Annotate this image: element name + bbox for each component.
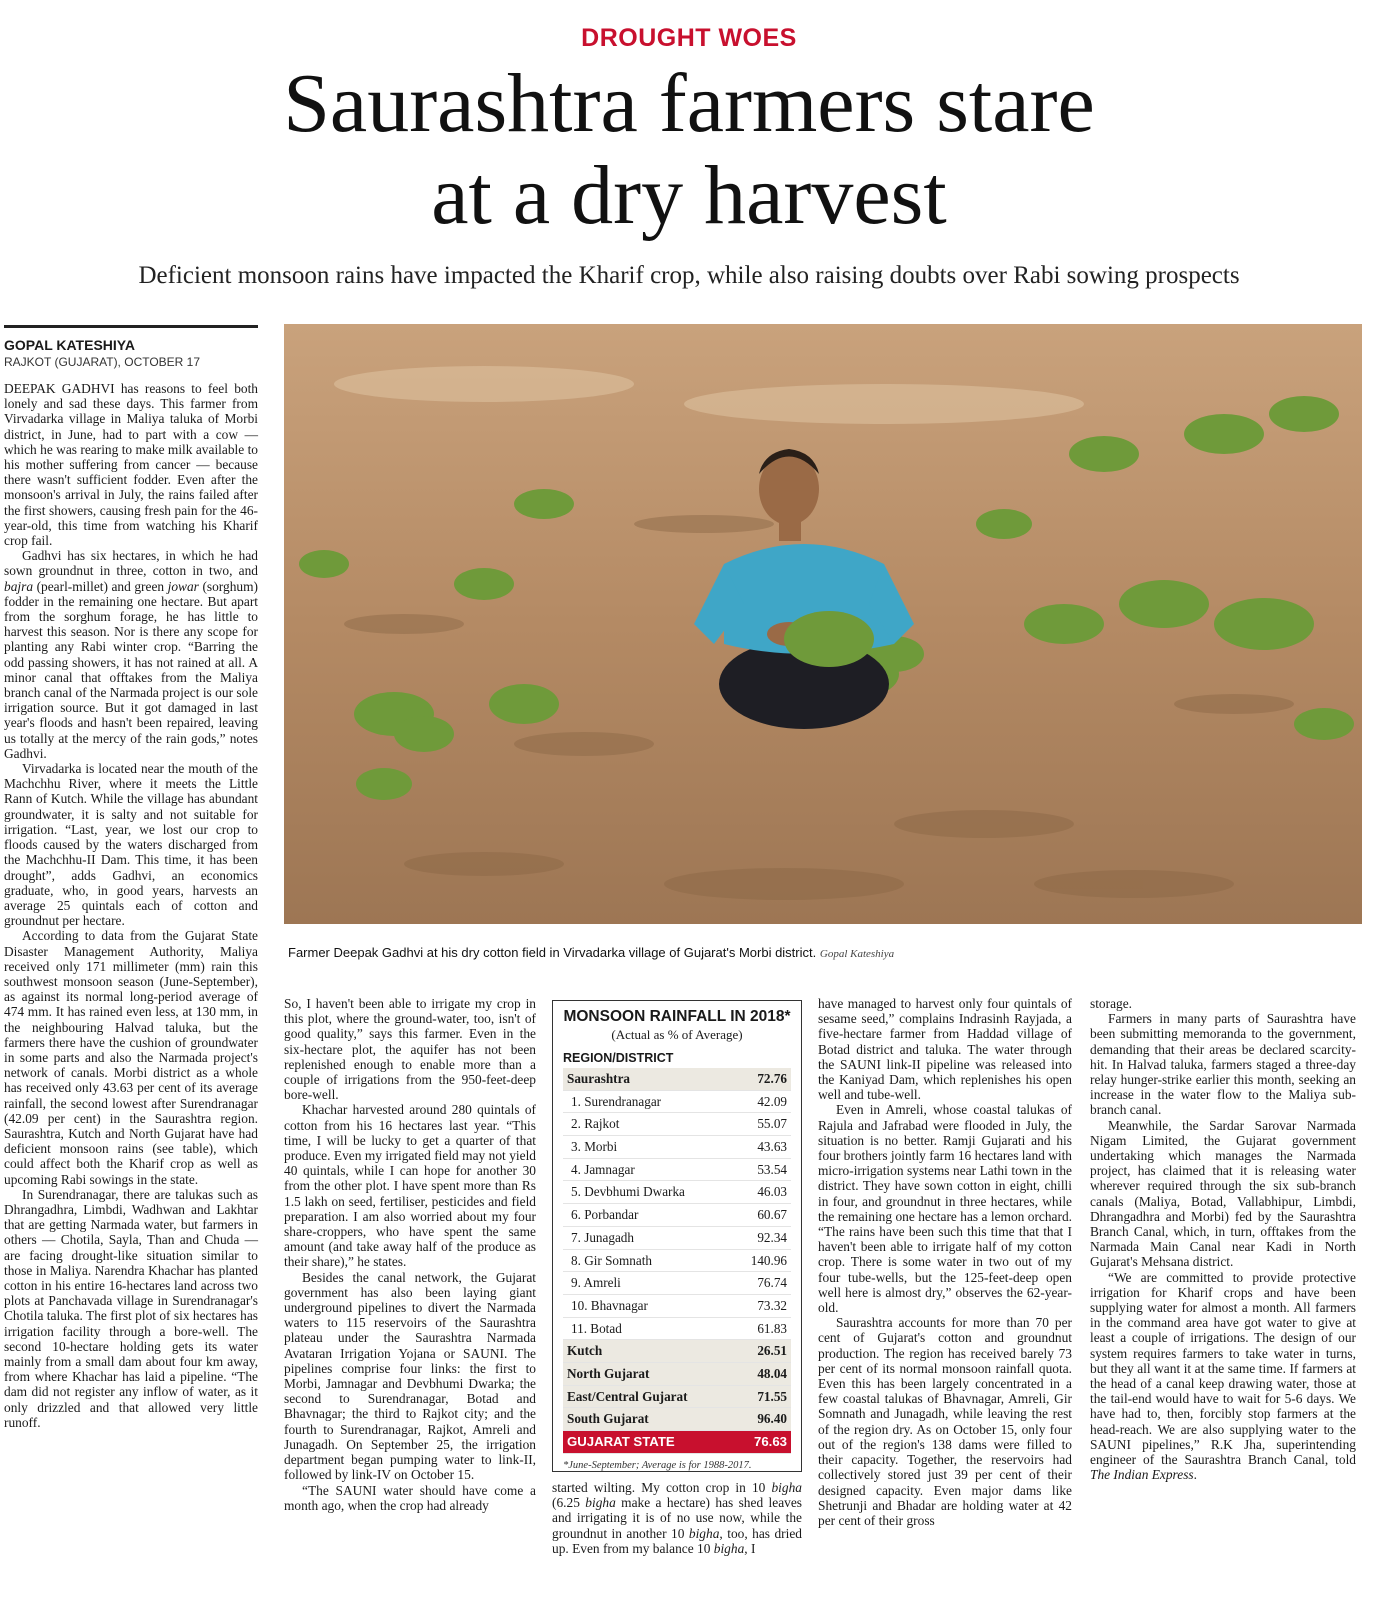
- row-value: 48.04: [757, 1365, 787, 1381]
- row-name: South Gujarat: [567, 1411, 649, 1427]
- paragraph: Khachar harvested around 280 quintals of cotton from his 16 hectares last year. “This time, I will be lucky to get a quarter of that produce. Even my irrigated field may not yield 40 quintals, while I can hope for another 30 from the other plot. I have spent more than Rs 1.5 lakh on seed, fertiliser, pesticides and field preparation. I am also worried about my four share-croppers, who have spent the same amount (and take away half of the produce as their share),” he states.: [284, 1102, 536, 1270]
- row-name: 5. Devbhumi Dwarka: [571, 1184, 685, 1200]
- table-row: [563, 1227, 791, 1250]
- headline-line-2: at a dry harvest: [431, 149, 947, 242]
- row-value: 71.55: [757, 1388, 787, 1404]
- row-name: 2. Rajkot: [571, 1116, 620, 1132]
- table-row: [563, 1408, 791, 1431]
- paragraph: storage.: [1090, 996, 1133, 1011]
- article-column-2: [284, 996, 536, 1513]
- byline-author: GOPAL KATESHIYA: [4, 337, 135, 353]
- table-row: [563, 1431, 791, 1454]
- row-value: 96.40: [757, 1411, 787, 1427]
- table-row: [563, 1363, 791, 1386]
- row-name: 10. Bhavnagar: [571, 1297, 648, 1313]
- row-value: 92.34: [757, 1229, 787, 1245]
- row-name: East/Central Gujarat: [567, 1388, 688, 1404]
- table-row: [563, 1068, 791, 1091]
- article-column-5: [1090, 996, 1356, 1483]
- table-row: [563, 1272, 791, 1295]
- paragraph: Farmers in many parts of Saurashtra have been submitting memoranda to the government, demanding that their areas be declared scarcity-hit. In Halvad taluka, farmers staged a three-day relay hunger-strike earlier this month, seeking an increase in the water flow to the Maliya sub-branch canal.: [1090, 1011, 1356, 1118]
- paragraph: In Surendranagar, there are talukas such as Dhrangadhra, Limbdi, Wadhwan and Lakhtar that are getting Narmada water, but farmers in others — Chotila, Sayla, Than and Chuda — are facing drought-like situation similar to those in Maliya. Narendra Khachar has planted cotton in his entire 16-hectares land across two plots at Panchavada village in Surendranagar's Chotila taluka. The first plot of six hectares has irrigation facility through a bore-well. The second 10-hectare holding gets its water mainly from a small dam about four km away, from where Khachar has laid a pipeline. “The dam did not register any inflow of water, as it only drizzled and that allowed very little runoff.: [4, 1186, 258, 1430]
- photo-caption: Farmer Deepak Gadhvi at his dry cotton field in Virvadarka village of Gujarat's Morbi district. Gopal Kateshiya: [288, 945, 895, 960]
- row-name: 1. Surendranagar: [571, 1093, 662, 1109]
- kicker: DROUGHT WOES: [581, 24, 797, 52]
- row-name: Kutch: [567, 1343, 603, 1359]
- row-value: 46.03: [757, 1184, 787, 1200]
- paragraph: Even in Amreli, whose coastal talukas of Rajula and Jafrabad were flooded in July, the situation is no better. Ramji Gujarati and his four brothers jointly farm 16 hectares land with micro-irrigation systems near Lathi town in the district. They have sown cotton in eight, chilli in four, and groundnut in three hectares, while the remaining one hectare has a lemon orchard. “The rains have been such this time that that I haven't been able to irrigate half of my cotton crop. There is some water in two out of my four tube-wells, but the 125-feet-deep open well here is almost dry,” observes the 62-year-old.: [818, 1102, 1072, 1316]
- row-name: 9. Amreli: [571, 1275, 621, 1291]
- table-row: [563, 1318, 791, 1341]
- row-value: 73.32: [757, 1297, 787, 1313]
- paragraph: Saurashtra accounts for more than 70 per cent of Gujarat's cotton and groundnut production. The region has received barely 73 per cent of its normal monsoon rainfall quota. Even this has been largely concentrated in a few coastal talukas of Bhavnagar, Amreli, Gir Somnath and Junagadh, while leaving the rest of the region dry. As on October 15, only four out of the region's 138 dams were filled to their capacity. Together, the reservoirs had collectively stored just 39 per cent of their designed capacity. Even major dams like Shetrunji and Bhadar are holding water at 42 per cent of their gross: [818, 1315, 1072, 1528]
- byline-rule: [4, 325, 258, 328]
- row-value: 43.63: [757, 1139, 787, 1155]
- row-value: 140.96: [750, 1252, 787, 1268]
- table-note: *June-September; Average is for 1988-2017.: [563, 1459, 752, 1471]
- row-value: 76.63: [753, 1434, 787, 1449]
- table-row: [563, 1250, 791, 1273]
- table-title: MONSOON RAINFALL IN 2018*: [563, 1008, 791, 1025]
- deck: Deficient monsoon rains have impacted the Kharif crop, while also raising doubts over Rabi sowing prospects: [138, 262, 1240, 289]
- table-header: REGION/DISTRICT: [563, 1051, 674, 1065]
- row-value: 72.76: [757, 1071, 787, 1086]
- paragraph: Besides the canal network, the Gujarat government has also been laying giant underground pipelines to divert the Narmada waters to 115 reservoirs of the Saurashtra plateau under the Saurashtra Narmada Avataran Irrigation Yojana or SAUNI. The pipelines comprise four links: the first to Morbi, Jamnagar and Devbhumi Dwarka; the second to Surendranagar, Botad and Bhavnagar; the third to Rajkot city; and the fourth to Surendranagar, Rajkot, Amreli and Junagadh. On September 25, the irrigation department began pumping water to link-II, followed by link-IV on October 15.: [284, 1269, 536, 1483]
- article-column-3: [552, 1480, 802, 1556]
- byline-dateline: RAJKOT (GUJARAT), OCTOBER 17: [4, 355, 201, 369]
- row-value: 53.54: [757, 1161, 787, 1177]
- row-name: GUJARAT STATE: [567, 1434, 675, 1449]
- table-rows: [563, 1068, 791, 1454]
- table-subtitle: (Actual as % of Average): [611, 1027, 743, 1042]
- paragraph: started wilting. My cotton crop in 10 bigha (6.25 bigha make a hectare) has shed leaves and irrigating it is of no use now, while the groundnut in another 10 bigha, too, has dried up. Even from my balance 10 bigha, I: [552, 1480, 802, 1556]
- row-name: North Gujarat: [567, 1365, 650, 1381]
- paragraph: According to data from the Gujarat State Disaster Management Authority, Maliya received only 171 millimeter (mm) rain this southwest monsoon season (June-September), as against its normal long-period average of 474 mm. It has rained even less, at 130 mm, in the neighbouring Halvad taluka, but the farmers there have the cushion of groundwater in some parts and also the Narmada project's network of canals. Morbi district as a whole has received only 43.63 per cent of its average rainfall, the second lowest after Surendranagar (42.09 per cent) in the Saurashtra region. Saurashtra, Kutch and North Gujarat have had deficient monsoon rains (see table), which could affect both the Kharif crop as well as upcoming Rabi sowings in the state.: [4, 928, 258, 1187]
- paragraph: So, I haven't been able to irrigate my crop in this plot, where the ground-water, too, isn't of good quality,” says this farmer. Even in the six-hectare plot, the aquifer has not been replenished enough to enable more than a couple of irrigations from the 950-feet-deep bore-well.: [284, 996, 536, 1103]
- row-name: 6. Porbandar: [571, 1207, 639, 1223]
- row-value: 76.74: [757, 1275, 787, 1291]
- table-row: [563, 1204, 791, 1227]
- headline-line-1: Saurashtra farmers stare: [283, 57, 1095, 150]
- row-value: 61.83: [757, 1320, 787, 1336]
- paragraph: have managed to harvest only four quintals of sesame seed,” complains Indrasinh Rayjada, a five-hectare farmer from Haddad village of Botad district and taluka. The water through the SAUNI link-II pipeline was released into the Kaniyad Dam, which replenishes his open well and tube-well.: [818, 996, 1072, 1103]
- row-value: 55.07: [757, 1116, 787, 1132]
- row-name: 3. Morbi: [571, 1139, 618, 1155]
- row-name: 7. Junagadh: [571, 1229, 634, 1245]
- row-name: 4. Jamnagar: [571, 1161, 635, 1177]
- article-column-1: [4, 381, 258, 1430]
- rainfall-table: [552, 1000, 802, 1472]
- photo-credit: Gopal Kateshiya: [819, 948, 895, 960]
- paragraph: “We are committed to provide protective irrigation for Kharif crops and have been supplying water for almost a month. All farmers in the command area have got water to give at least a couple of irrigations. The design of our system requires farmers to take water in turns, but they all want it at the same time. If farmers at the head of a canal keep drawing water, those at the tail-end would have to wait for 5-6 days. We have had to, then, forcibly stop farmers at the head-reach. We are also supplying water to the SAUNI pipelines,” R.K Jha, superintending engineer of the Saurashtra Branch Canal, told The Indian Express.: [1090, 1269, 1356, 1483]
- table-row: [563, 1386, 791, 1409]
- row-name: 11. Botad: [571, 1320, 622, 1336]
- table-row: [563, 1295, 791, 1318]
- paragraph: Gadhvi has six hectares, in which he had sown groundnut in three, cotton in two, and bajra (pearl-millet) and green jowar (sorghum) fodder in the remaining one hectare. But apart from the sorghum forage, he has little to harvest this season. Nor is there any scope for planting any Rabi winter crop. “Barring the odd passing showers, it has not rained at all. A minor canal that offtakes from the Maliya branch canal of the Narmada project is our sole irrigation source. But it got damaged in last year's floods and hasn't been repaired, leaving us totally at the mercy of the rain gods,” notes Gadhvi.: [4, 548, 258, 761]
- row-value: 60.67: [757, 1207, 787, 1223]
- table-row: [563, 1181, 791, 1204]
- row-name: Saurashtra: [567, 1071, 631, 1086]
- table-row: [563, 1159, 791, 1182]
- paragraph: DEEPAK GADHVI has reasons to feel both lonely and sad these days. This farmer from Virvadarka village in Maliya taluka of Morbi district, in June, had to part with a cow — which he was rearing to make milk available to his mother suffering from cancer — because there wasn't sufficient fodder. Even after the monsoon's arrival in July, the rains failed after the first showers, causing fresh pain for the 46-year-old, this time from watching his Kharif crop fail.: [4, 381, 258, 549]
- paragraph: “The SAUNI water should have come a month ago, when the crop had already: [284, 1482, 536, 1513]
- farmer-photo-illustration: [284, 324, 1362, 924]
- article-column-4: [818, 996, 1072, 1528]
- row-name: 8. Gir Somnath: [571, 1252, 652, 1268]
- paragraph: Virvadarka is located near the mouth of the Machchhu River, where it meets the Little Rann of Kutch. While the village has abundant groundwater, it is salty and not suitable for irrigation. “Last, year, we lost our crop to floods caused by the waters discharged from the Machchhu-II Dam. This time, it has been drought”, adds Gadhvi, an economics graduate, who, in good years, harvests an average 25 quintals each of cotton and groundnut per hectare.: [4, 761, 258, 929]
- paragraph: Meanwhile, the Sardar Sarovar Narmada Nigam Limited, the Gujarat government undertaking which manages the Narmada project, has claimed that it is releasing water wherever required through the six sub-branch canals (Maliya, Botad, Vallabhipur, Limbdi, Dhrangadhra and Morbi) fed by the Saurashtra Branch Canal, which, in turn, offtakes from the Narmada Main Canal near Kadi in North Gujarat's Mehsana district.: [1090, 1117, 1356, 1270]
- headline: [0, 58, 1378, 242]
- row-value: 26.51: [757, 1343, 787, 1359]
- row-value: 42.09: [757, 1093, 787, 1109]
- table-row: [563, 1091, 791, 1114]
- table-row: [563, 1136, 791, 1159]
- table-row: [563, 1340, 791, 1363]
- article-photo: [284, 324, 1362, 924]
- table-row: [563, 1113, 791, 1136]
